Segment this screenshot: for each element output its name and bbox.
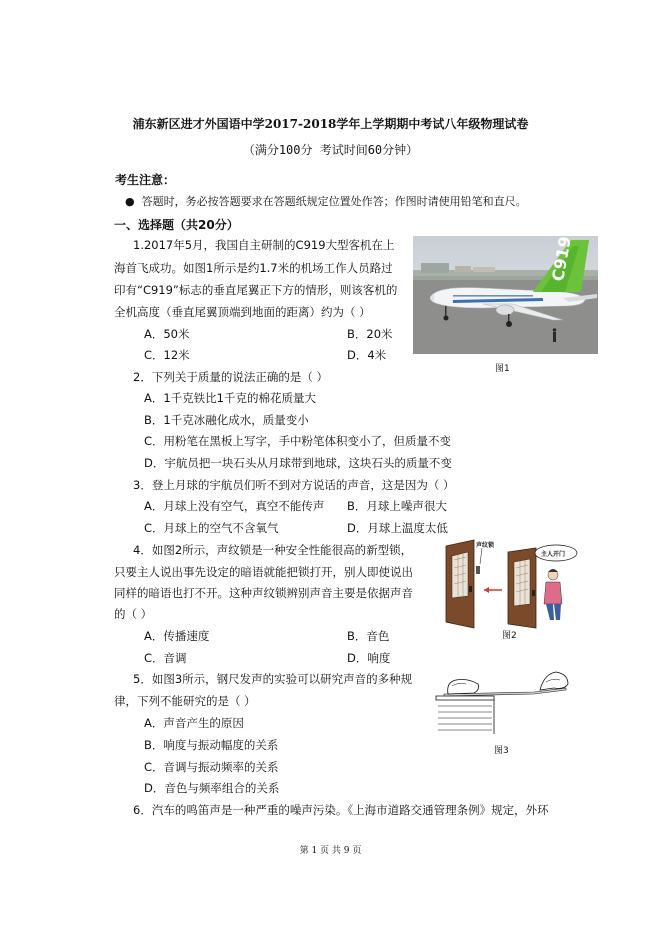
q3-option-d: D．月球上温度太低	[347, 521, 448, 535]
tail-logo-text: C919	[548, 236, 575, 283]
q1-option-a: A．50米	[144, 327, 190, 341]
q3-option-a: A．月球上没有空气，真空不能传声	[144, 499, 325, 513]
q1-option-b: B．20米	[347, 327, 393, 341]
q5-option-d: D．音色与频率组合的关系	[144, 781, 280, 795]
q5-line-1: 5．如图3所示，钢尺发声的实验可以研究声音的多种规	[133, 672, 413, 686]
notice-heading: 考生注意：	[115, 173, 176, 187]
bullet-icon: ●	[125, 195, 142, 208]
q4-option-c: C．音调	[144, 651, 187, 665]
figure-1-airplane-photo	[413, 236, 598, 354]
figure-2-caption: 图2	[502, 631, 517, 641]
notice-line	[125, 193, 527, 209]
figure-2-voice-lock	[440, 538, 580, 630]
q5-line-2: 律，下列不能研究的是（ ）	[114, 694, 256, 708]
q6-line-1: 6．汽车的鸣笛声是一种严重的噪声污染。《上海市道路交通管理条例》规定，外环	[133, 803, 549, 817]
figure-2-speech-label: 主人开门	[541, 551, 566, 558]
q2-option-c: C．用粉笔在黑板上写字，手中粉笔体积变小了，但质量不变	[144, 434, 452, 448]
q1-option-d: D．4米	[347, 348, 387, 362]
q4-option-b: B．音色	[347, 629, 390, 643]
page-subtitle: （满分100分 考试时间60分钟）	[242, 143, 419, 157]
q2-option-a: A．1千克铁比1千克的棉花质量大	[144, 391, 316, 405]
q3-option-b: B．月球上噪声很大	[347, 499, 447, 513]
q1-line-2: 海首飞成功。如图1所示是约1.7米的机场工作人员路过	[114, 261, 393, 275]
q4-line-2: 只要主人说出事先设定的暗语就能把锁打开，别人即使说出	[114, 565, 413, 579]
q1-option-c: C．12米	[144, 348, 190, 362]
q2-line-1: 2．下列关于质量的说法正确的是（ ）	[133, 370, 328, 384]
figure-2-lock-label: 声纹锁	[476, 542, 495, 549]
q2-option-d: D．宇航员把一块石头从月球带到地球，这块石头的质量不变	[144, 456, 452, 470]
q1-line-1: 1.2017年5月，我国自主研制的C919大型客机在上	[133, 238, 395, 252]
q3-line-1: 3．登上月球的宇航员们听不到对方说话的声音，这是因为（ ）	[133, 478, 455, 492]
q4-line-4: 的（ ）	[114, 607, 153, 621]
figure-1-caption: 图1	[495, 364, 510, 374]
q5-option-c: C．音调与振动频率的关系	[144, 760, 279, 774]
q4-line-1: 4．如图2所示，声纹锁是一种安全性能很高的新型锁，	[133, 543, 413, 557]
q4-option-a: A．传播速度	[144, 629, 210, 643]
section-heading-choice: 一、选择题（共20分）	[114, 218, 239, 232]
q4-line-3: 同样的暗语也打不开。这种声纹锁辨别声音主要是依据声音	[114, 586, 413, 600]
q5-option-a: A．声音产生的原因	[144, 716, 244, 730]
figure-3-caption: 图3	[494, 746, 509, 756]
q2-option-b: B．1千克冰融化成水，质量变小	[144, 413, 309, 427]
q1-line-4: 全机高度（垂直尾翼顶端到地面的距离）约为（ ）	[114, 305, 371, 319]
page-title: 浦东新区进才外国语中学2017-2018学年上学期期中考试八年级物理试卷	[132, 117, 529, 131]
figure-3-steel-ruler	[434, 666, 572, 736]
q4-option-d: D．响度	[347, 651, 391, 665]
notice-text: 答题时，务必按答题要求在答题纸规定位置处作答；作图时请使用铅笔和直尺。	[141, 195, 527, 208]
q3-option-c: C．月球上的空气不含氧气	[144, 521, 279, 535]
q5-option-b: B．响度与振动幅度的关系	[144, 738, 279, 752]
page-footer: 第 1 页 共 9 页	[299, 846, 362, 856]
q1-line-3: 印有“C919”标志的垂直尾翼正下方的情形，则该客机的	[114, 283, 398, 297]
